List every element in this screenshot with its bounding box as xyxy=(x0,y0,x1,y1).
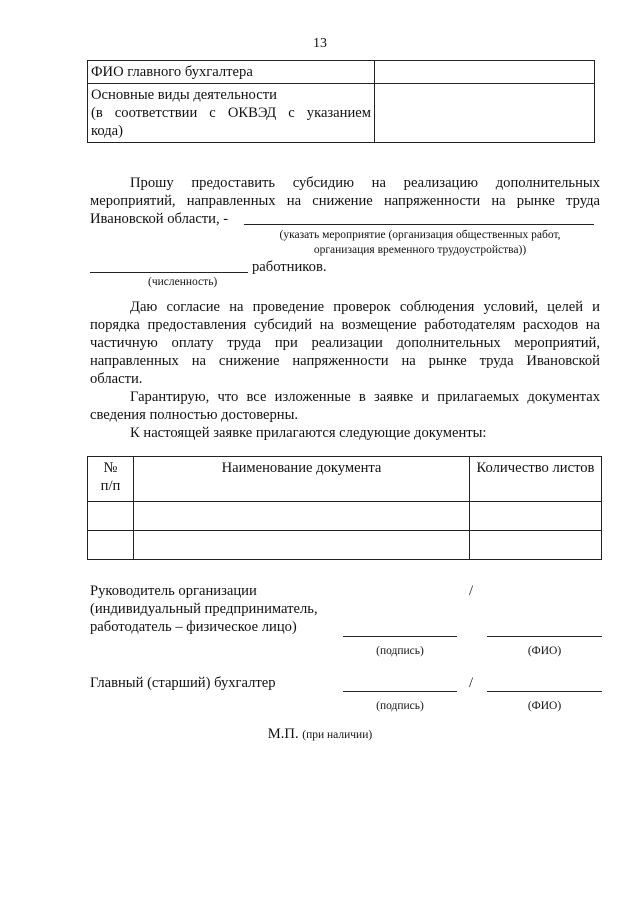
activity-hint-line: (указать мероприятие (организация общественных работ, xyxy=(279,229,561,241)
cell-number[interactable] xyxy=(88,502,134,531)
activity-types-line: кода) xyxy=(91,123,123,139)
consent-line: направленных на снижение напряженности на рынке труда Ивановской xyxy=(90,353,600,369)
accountant-label: Главный (старший) бухгалтер xyxy=(90,675,276,691)
cell-sheet-count[interactable] xyxy=(470,531,602,560)
request-line: Прошу предоставить субсидию на реализацию дополнительных xyxy=(130,175,600,191)
table-header-row xyxy=(88,457,602,502)
cell-document-name[interactable] xyxy=(134,502,470,531)
accountant-signature-line[interactable] xyxy=(343,691,457,692)
table-row xyxy=(88,531,602,560)
col-header-number xyxy=(88,457,134,502)
accountant-fio-caption: (ФИО) xyxy=(527,700,562,712)
head-signature-caption: (подпись) xyxy=(376,645,424,657)
request-line: мероприятий, направленных на снижение напряженности на рынке труда xyxy=(90,193,600,209)
head-signature-line[interactable] xyxy=(343,636,457,637)
stamp-note xyxy=(0,725,640,743)
cell-sheet-count[interactable] xyxy=(470,502,602,531)
col-header-sheet-count: Количество листов xyxy=(470,457,602,502)
workers-count-hint: (численность) xyxy=(148,276,218,288)
table-row xyxy=(88,502,602,531)
activity-hint-line: организация временного трудоустройства)) xyxy=(313,244,527,256)
consent-line: порядка предоставления субсидий на возмещение работодателям расходов на xyxy=(90,317,600,333)
col-header-number-line: п/п xyxy=(100,478,121,494)
head-fio-caption: (ФИО) xyxy=(527,645,562,657)
activity-types-line: Основные виды деятельности xyxy=(91,87,277,103)
cell-number[interactable] xyxy=(88,531,134,560)
consent-line: области. xyxy=(90,371,143,387)
guarantee-line: Гарантирую, что все изложенные в заявке и прилагаемых документах xyxy=(130,389,600,405)
head-slash: / xyxy=(469,583,474,599)
activity-types-value[interactable] xyxy=(375,84,595,143)
head-signatory-label xyxy=(90,582,318,636)
chief-accountant-value[interactable] xyxy=(375,61,595,84)
consent-line: Даю согласие на проведение проверок соблюдения условий, целей и xyxy=(130,299,600,315)
accountant-signature-caption: (подпись) xyxy=(376,700,424,712)
stamp-condition: (при наличии) xyxy=(302,729,373,741)
consent-paragraph xyxy=(90,298,600,388)
organization-info-table xyxy=(87,60,595,143)
request-paragraph xyxy=(90,174,600,228)
col-header-document-name: Наименование документа xyxy=(134,457,470,502)
accountant-slash: / xyxy=(469,675,474,691)
request-line: Ивановской области, - xyxy=(90,211,229,227)
cell-document-name[interactable] xyxy=(134,531,470,560)
head-signatory-line: работодатель – физическое лицо) xyxy=(90,619,297,635)
head-signatory-line: Руководитель организации xyxy=(90,583,257,599)
activity-blank-line[interactable] xyxy=(244,224,594,225)
consent-line: частичную оплату труда при реализации дополнительных мероприятий, xyxy=(90,335,600,351)
col-header-number-line: № xyxy=(103,460,118,476)
workers-suffix: работников. xyxy=(252,259,327,275)
head-signatory-line: (индивидуальный предприниматель, xyxy=(90,601,318,617)
chief-accountant-label: ФИО главного бухгалтера xyxy=(88,61,375,84)
guarantee-paragraph xyxy=(90,388,600,424)
page-number: 13 xyxy=(313,36,327,51)
head-fio-line[interactable] xyxy=(487,636,602,637)
activity-types-line: (в соответствии с ОКВЭД с указанием xyxy=(91,105,371,121)
accountant-fio-line[interactable] xyxy=(487,691,602,692)
attached-intro: К настоящей заявке прилагаются следующие документы: xyxy=(130,425,487,441)
table-row xyxy=(88,61,595,84)
guarantee-line: сведения полностью достоверны. xyxy=(90,407,299,423)
workers-count-blank-line[interactable] xyxy=(90,272,248,273)
activity-types-label xyxy=(88,84,375,143)
activity-hint xyxy=(250,228,590,258)
attached-documents-table xyxy=(87,456,602,560)
table-row xyxy=(88,84,595,143)
stamp-label: М.П. xyxy=(267,726,299,742)
